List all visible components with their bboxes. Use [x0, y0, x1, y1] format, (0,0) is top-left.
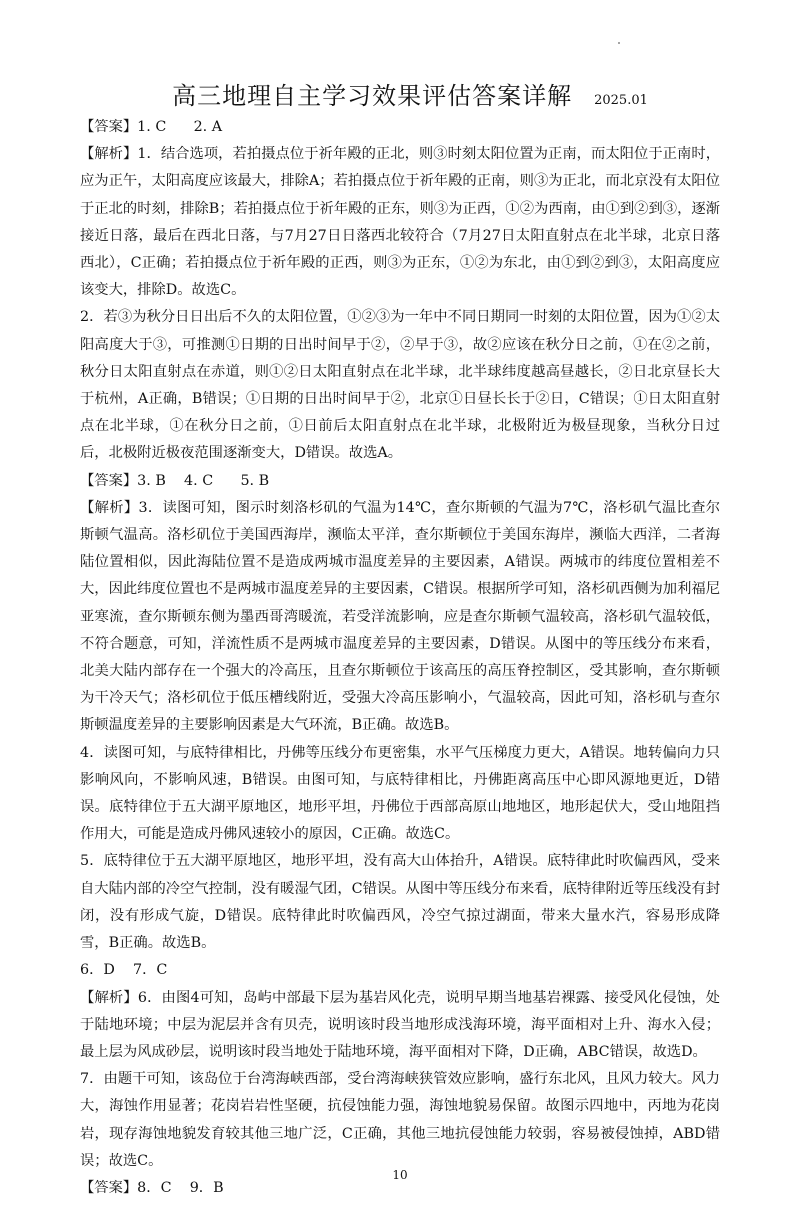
analysis-q3: 【解析】3．读图可知，图示时刻洛杉矶的气温为14℃，查尔斯顿的气温为7℃，洛杉矶气温比查尔斯顿气温高。洛杉矶位于美国西海岸，濒临太平洋，查尔斯顿位于美国东海岸，濒临大西洋，二者海陆位置相似，因此海陆位置不是造成两城市温度差异的主要因素，A错误。两城市的纬度位置相差不大，因此纬度位置也不是两城市温度差异的主要因素，C错误。根据所学可知，洛杉矶西侧为加利福尼亚寒流，查尔斯顿东侧为墨西哥湾暖流，若受洋流影响，应是查尔斯顿气温较高，洛杉矶气温较低，不符合题意，可知，洋流性质不是两城市温度差异的主要因素，D错误。从图中的等压线分布来看，北美大陆内部存在一个强大的冷高压，且查尔斯顿位于该高压的高压脊控制区，受其影响，查尔斯顿为干冷天气；洛杉矶位于低压槽线附近，受强大冷高压影响小，气温较高，因此可知，洛杉矶与查尔斯顿温度差异的主要影响因素是大气环流，B正确。故选B。	[80, 499, 720, 734]
scan-dot	[618, 42, 620, 44]
page-number: 10	[392, 1168, 408, 1182]
analysis-q1: 【解析】1．结合选项，若拍摄点位于祈年殿的正北，则③时刻太阳位置为正南，而太阳位于正南时，应为正午，太阳高度应该最大，排除A；若拍摄点位于祈年殿的正南，则③为正北，而北京没有太阳位于正北的时刻，排除B；若拍摄点位于祈年殿的正东，则③为正西，①②为西南，由①到②到③，逐渐接近日落，最后在西北日落，与7月27日日落西北较符合（7月27日太阳直射点在北半球，北京日落西北），C正确；若拍摄点位于祈年殿的正西，则③为正东，①②为东北，由①到②到③，太阳高度应该变大，排除D。故选C。	[80, 146, 720, 299]
analysis-q7: 7．由题干可知，该岛位于台湾海峡西部，受台湾海峡狭管效应影响，盛行东北风，且风力较大。风力大，海蚀作用显著；花岗岩岩性坚硬，抗侵蚀能力强，海蚀地貌易保留。故图示四地中，丙地为花岗岩，现存海蚀地貌发育较其他三地广泛，C正确，其他三地抗侵蚀能力较弱，容易被侵蚀掉，ABD错误；故选C。	[80, 1071, 720, 1169]
analysis-q6: 【解析】6．由图4可知，岛屿中部最下层为基岩风化壳，说明早期当地基岩裸露、接受风化侵蚀，处于陆地环境；中层为泥层并含有贝壳，说明该时段当地形成浅海环境，海平面相对上升、海水入侵；最上层为风成砂层，说明该时段当地处于陆地环境，海平面相对下降，D正确，ABC错误，故选D。	[80, 989, 720, 1060]
analysis-q5: 5．底特律位于五大湖平原地区，地形平坦，没有高大山体抬升，A错误。底特律此时吹偏西风，受来自大陆内部的冷空气控制，没有暖湿气团，C错误。从图中等压线分布来看，底特律附近等压线没有封闭，没有形成气旋，D错误。底特律此时吹偏西风，冷空气掠过湖面，带来大量水汽，容易形成降雪，B正确。故选B。	[80, 853, 720, 952]
header	[100, 78, 720, 114]
analysis-q4: 4．读图可知，与底特律相比，丹佛等压线分布更密集，水平气压梯度力更大，A错误。地转偏向力只影响风向，不影响风速，B错误。由图可知，与底特律相比，丹佛距离高压中心即风源地更近，D错误。底特律位于五大湖平原地区，地形平坦，丹佛位于西部高原山地地区，地形起伏大，受山地阻挡作用大，可能是造成丹佛风速较小的原因，C正确。故选C。	[80, 744, 720, 843]
analysis-q2: 2．若③为秋分日日出后不久的太阳位置，①②③为一年中不同日期同一时刻的太阳位置，因为①②太阳高度大于③，可推测①日期的日出时间早于②，②早于③，故②应该在秋分日之前，①在②之前，秋分日太阳直射点在赤道，则①②日太阳直射点在北半球，北半球纬度越高昼越长，②日北京昼长大于杭州，A正确，B错误；①日期的日出时间早于②，北京①日昼长长于②日，C错误；①日太阳直射点在北半球，①在秋分日之前，①日前后太阳直射点在北半球，北极附近为极昼现象，当秋分日过后，北极附近极夜范围逐渐变大，D错误。故选A。	[80, 309, 720, 462]
answer-line-3-5: 【答案】3. B 4. C 5. B	[80, 472, 270, 489]
page-title: 高三地理自主学习效果评估答案详解	[172, 82, 573, 110]
answer-line-8-9: 【答案】8．C 9．B	[80, 1179, 224, 1196]
answer-line-6-7: 6．D 7．C	[80, 962, 168, 979]
answer-line-1-2: 【答案】1. C 2. A	[80, 119, 223, 135]
document-date: 2025.01	[594, 93, 648, 108]
document-body	[80, 78, 720, 1202]
